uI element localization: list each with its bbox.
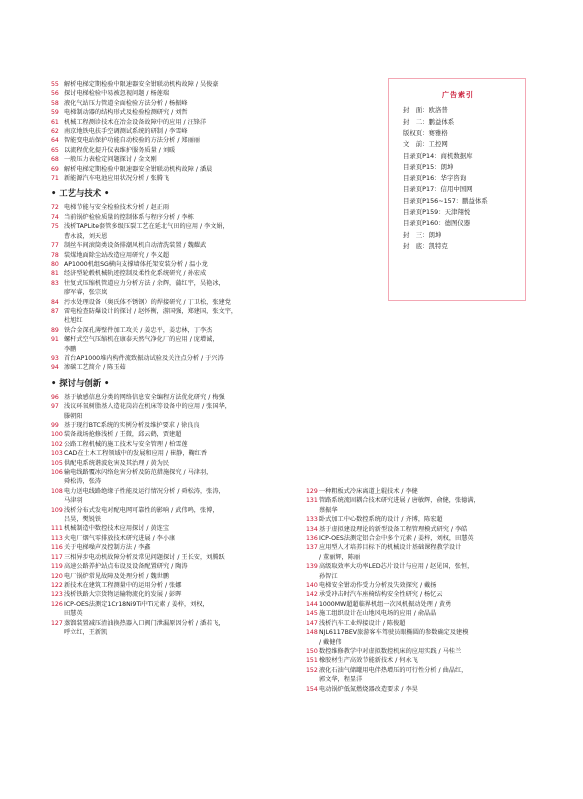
page-number: 150 [306,647,318,655]
page-number: 100 [51,431,63,439]
page-number: 126 [51,600,63,608]
toc-entry[interactable] [306,543,538,562]
entry-title: 首台AP1000堆内构件流致振动试验及关注点分析 / 于兴涛 [64,354,224,362]
entry-title: 浅议环氧树脂基人造花岗岩在机床等设备中的应用 / 张国华， 滕朝阳 [64,403,231,420]
toc-entry[interactable] [306,515,538,524]
entry-title: 数控维修教学中对虚拟数控机床的应用实践 / 马桂兰 [319,647,462,655]
toc-entry[interactable] [51,279,283,298]
ad-index-title: 广告索引 [442,91,474,99]
page-number: 142 [306,591,318,599]
ad-index-item: 封 三：朗坤 [403,230,442,239]
toc-entry[interactable] [51,572,283,581]
page-number: 116 [51,544,63,552]
entry-title: 基于敏感信息分类的网络信息安全编程方法优化研究 / 梅强 [64,393,225,401]
page-number: 103 [51,450,63,458]
toc-entry[interactable] [51,449,283,458]
ad-index-item: 封 底：凯特克 [403,241,448,250]
page-number: 106 [51,469,63,477]
entry-title: 液化气站压力管道全面检验方法分析 / 杨振峰 [64,99,188,107]
toc-entry[interactable] [306,647,538,656]
entry-title: 蒸馏装置减压渣油换热器入口阀门泄漏原因分析 / 潘若飞， 呼立红，王新凯 [64,619,225,636]
toc-entry[interactable] [51,440,283,449]
entry-title: 当前锅炉检验质量的控制体系与程序分析 / 李栋 [64,213,194,221]
toc-entry[interactable] [51,534,283,543]
entry-title: 螺杆式空气压缩机在康泰天然气净化厂的应用 / 庞增诚， 李鹏 [64,336,219,353]
page-number: 119 [51,563,63,571]
toc-entry[interactable] [51,155,283,164]
page-number: 109 [51,506,63,514]
toc-entry[interactable] [306,656,538,665]
toc-entry[interactable] [51,118,283,127]
page-number: 69 [51,165,59,173]
toc-entry[interactable] [51,487,283,506]
toc-entry[interactable] [51,99,283,108]
toc-entry[interactable] [51,203,283,212]
toc-entry[interactable] [306,581,538,590]
toc-entry[interactable] [51,146,283,155]
section-heading-innovation: • 探讨与创新 • [51,377,110,388]
toc-entry[interactable] [306,487,538,496]
entry-title: 液化石油气储罐用电伴热增压的可行性分析 / 曲晶红， 郭文华，程显洋 [319,666,468,684]
entry-title: 基于虚拟建设理论的新型设备工程管理模式研究 / 李皓 [319,525,468,533]
page-number: 80 [51,260,59,268]
entry-title: 雷电检查防爆设计的探讨 / 赵怀衡，游国强，郑建国，张文宇， 杜旭红 [64,307,238,325]
toc-entry[interactable] [51,459,283,468]
page-number: 105 [51,459,63,467]
page-number: 144 [306,600,318,608]
page-number: 59 [51,109,59,117]
toc-entry[interactable] [51,543,283,552]
entry-title: 供配电系统谐波危害及其治理 / 黄为民 [64,459,170,467]
entry-group-b [51,203,283,372]
toc-entry[interactable] [51,468,283,487]
page-number: 154 [306,685,318,693]
toc-entry[interactable] [51,251,283,260]
entry-title: 电动锅炉低氮燃烧器改造要求 / 李昊 [319,685,418,693]
toc-entry[interactable] [51,165,283,174]
toc-entry[interactable] [51,524,283,533]
entry-title: 高速公路养护站点布设及设备配置研究 / 陶涛 [64,563,188,571]
toc-entry[interactable] [51,298,283,307]
toc-entry[interactable] [51,213,283,222]
page-number: 81 [51,270,59,278]
entry-title: 机械制造中数控技术应用探讨 / 黄连宝 [64,525,170,533]
ad-index-item: 目录页P156~157：鹏益体系 [403,196,488,205]
page-number: 68 [51,156,59,164]
toc-entry[interactable] [306,628,538,647]
toc-entry[interactable] [51,393,283,402]
entry-title: 施工组织设计在山地风电场的应用 / 俞晶晶 [319,610,437,618]
page-number: 96 [51,393,59,401]
page-number: 140 [306,582,318,590]
toc-entry[interactable] [51,222,283,241]
entry-title: 高级取效率大功率LED芯片设计与应用 / 赵见国，张恒， 孙智江 [319,563,474,580]
page-number: 122 [51,581,63,589]
page-number: 99 [51,422,59,429]
toc-entry[interactable] [306,685,538,694]
entry-title: 南京地铁电扶手空调测试系统的研制 / 李雪峰 [64,128,188,136]
entry-group-c [51,393,283,638]
toc-entry[interactable] [306,562,538,581]
page-number: 58 [51,99,59,107]
toc-entry[interactable] [51,354,283,363]
page-number: 133 [306,516,318,524]
entry-title: 以流程优化提升仪表维护服务质量 / 刘暖 [64,146,176,154]
toc-entry[interactable] [51,363,283,372]
entry-title: 智能变电站保护功能自动校验的方法分析 / 郑丽丽 [64,137,200,145]
page-number: 131 [306,497,318,505]
entry-title: 制丝车间滚筒类设备排潮风机自动清洗装置 / 魏耀武 [64,242,207,250]
entry-title: 解析电梯定期检验中限速器安全钳联动机构故障 / 潘晨 [64,165,213,173]
entry-title: 输电线路覆冰闪络危害分析及防范措施探究 / 马津羽， 舜松涛，张涛 [64,469,213,486]
page-number: 87 [51,307,59,315]
page-number: 102 [51,440,63,448]
ad-index-item: 目录页P17：信用中国网 [403,185,473,194]
toc-entry[interactable] [306,666,538,685]
entry-title: 电厂锅炉常见故障及处理分析 / 魏世鹏 [64,572,170,580]
page-number: 129 [306,488,318,495]
toc-entry[interactable] [51,108,283,117]
page-number: 111 [51,525,63,533]
page-number: 77 [51,242,59,250]
entry-title: 卧式加工中心数控系统的设计 / 齐博，陈宏超 [319,516,443,524]
entry-title: 应用型人才培养目标下的机械设计基础课程教学设计 / 董丽辉，陈丽 [319,544,462,561]
entry-title: 三相异步电动机故障分析及常见问题探讨 / 王长安，刘腾跃 [64,553,225,561]
toc-entry[interactable] [51,127,283,136]
right-column [306,487,538,694]
toc-entry[interactable] [51,590,283,599]
entry-title: 电梯安全钳动作受力分析及失效探究 / 戴扬 [319,582,437,590]
toc-entry[interactable] [51,562,283,571]
entry-title: ICP-OES法测定1Cr18Ni9Ti中Ti元素 / 姜梓，刘权， 田慧英 [64,600,209,618]
entry-title: 经济型轮毂机械轨迹控制及柔性化系统研究 / 孙宏成 [64,270,207,278]
toc-entry[interactable] [51,421,283,430]
page-number: 123 [51,591,63,599]
entry-title: 1000MW超超临界机组一次风机振动处理 / 黄勇 [319,600,452,608]
toc-entry[interactable] [51,335,283,354]
page-number: 75 [51,223,59,231]
ad-index-item: 目录页P16：华宇咨询 [403,174,467,183]
toc-entry[interactable] [51,506,283,525]
page-number: 147 [306,619,318,627]
toc-entry[interactable] [51,174,283,183]
page-number: 55 [51,81,59,88]
toc-entry[interactable] [51,307,283,326]
left-column [51,80,283,637]
ad-index-box [388,78,526,301]
page-number: 56 [51,90,59,98]
page-number: 72 [51,204,59,212]
entry-title: 探讨电梯检验中易被忽视问题 / 杨莲瑞 [64,90,170,98]
page-number: 61 [51,118,59,126]
ad-index-item: 目录页P159：天津翔悦 [403,208,471,217]
ad-index-item: 封 二：鹏益体系 [403,117,455,126]
ad-index-item: 目录页P15：朗坤 [403,162,454,171]
entry-title: 一种粗板式冷床离道上辊技术 / 李健 [319,488,418,495]
toc-entry[interactable] [306,609,538,618]
entry-title: ICP-OES法测定铝合金中多个元素 / 姜梓，刘权，田慧英 [319,535,474,543]
toc-entry[interactable] [51,89,283,98]
ad-index-item: 版权页：赛雅格 [403,129,448,137]
entry-title: 装备战场抢修浅析 / 王微，邱云鹤，贾建超 [64,431,182,439]
entry-title: 浅析分布式发电对配电网可靠性的影响 / 武伟鸣，张博， 吕昊，樊锐铁 [64,506,219,524]
toc-entry[interactable] [51,553,283,562]
toc-entry[interactable] [306,525,538,534]
page-number: 78 [51,251,59,259]
page-number: 65 [51,146,59,154]
entry-title: 电梯制动器的结构形式及检验检测研究 / 刘哲 [64,109,188,117]
toc-entry[interactable] [51,402,283,421]
page-number: 152 [306,666,318,674]
toc-entry[interactable] [51,260,283,269]
entry-title: 机械工程测诊技术在冶金设备故障中的应用 / 汪锋洋 [64,118,207,126]
entry-title: 电力送电线路绝缘子性能及运行情况分析 / 舜松涛，张涛， 马津羽 [64,487,225,505]
page-number: 84 [51,298,59,306]
toc-entry[interactable] [306,619,538,628]
page-number: 136 [306,535,318,543]
entry-title: 关于电梯噪声及控制方法 / 李鑫 [64,544,151,552]
ad-index-item: 封 面：欧洛普 [403,106,448,115]
ad-index-item: 目录页P14：商机数据库 [403,151,473,160]
toc-entry[interactable] [51,80,283,89]
entry-title: 污水处理设备（奥氏体不锈钢）的焊接研究 / 丁卫松，张建党 [64,298,231,306]
page-number: 134 [306,525,318,533]
page-number: 94 [51,364,59,372]
entry-title: 浅析铁路大宗货物运输物流化的发展 / 彭晖 [64,591,182,599]
toc-entry[interactable] [51,241,283,250]
entry-group-a [51,80,283,183]
page-number: 120 [51,572,63,580]
page-number: 137 [306,544,318,552]
page-number: 127 [51,619,63,627]
entry-title: 承受冲击时汽车座椅结构安全性研究 / 杨忆云 [319,591,443,599]
page-number: 74 [51,213,59,221]
entry-title: 橡胶材生产高效节能新技术 / 何永飞 [319,657,418,665]
page-number: 151 [306,657,318,665]
entry-group-right [306,487,538,694]
page-number: 71 [51,175,59,183]
ad-index-list [403,105,525,252]
toc-entry[interactable] [306,600,538,609]
page-number: 89 [51,326,59,334]
page-number: 113 [51,534,63,542]
page-number: 145 [306,610,318,618]
ad-index-item: 文 前：工控网 [403,140,448,149]
entry-title: 基于现行BTC系统的实例分析及维护要求 / 徐良良 [64,422,200,429]
entry-title: 公路工程机械的施工技术与安全管理 / 柏雪莲 [64,440,188,448]
entry-title: 铁合金深孔薄壁件加工攻关 / 姜忠平，姜忠林，丁李杰 [64,326,213,334]
entry-title: 往复式压缩机管道应力分析方法 / 余辉，蒲红宇，吴艳冰， 廖军睿，张宗岚 [64,279,225,297]
page-number: 139 [306,563,318,571]
entry-title: 解析电梯定期检验中限速器安全钳联动机构故障 / 吴俊豪 [64,81,219,88]
entry-title: 浅析汽车工业焊接设计 / 陈俊超 [319,619,406,627]
entry-title: AP1000机组SG横向支撑墙体托架安装分析 / 温小龙 [64,260,208,268]
ad-index-item: 目录页P160：德图仪器 [403,219,471,228]
page-number: 62 [51,128,59,136]
toc-entry[interactable] [51,619,283,638]
entry-title: 浅析TAPLite套管多级压裂工艺在延北气田的应用 / 李文娟， 曹永波，刘天恩 [64,223,229,240]
toc-entry[interactable] [51,326,283,335]
page-number: 64 [51,137,59,145]
entry-title: 新能源汽车电池应用状况分析 / 张腾飞 [64,175,170,183]
page-number: 97 [51,403,59,411]
entry-title: 新技术在建筑工程测量中的运用分析 / 张娜 [64,581,182,589]
toc-entry[interactable] [51,269,283,278]
entry-title: 电梯节能与安全检验技术分析 / 赵正雨 [64,204,170,212]
page-number: 93 [51,354,59,362]
toc-entry[interactable] [306,496,538,515]
toc-entry[interactable] [51,581,283,590]
page-number: 108 [51,487,63,495]
section-heading-craft: • 工艺与技术 • [51,188,110,199]
page-number: 83 [51,279,59,287]
toc-entry[interactable] [51,600,283,619]
entry-title: CAD在土木工程领域中的发展和应用 / 崔静，鞠红香 [64,450,208,458]
entry-title: 管路系统流固耦合技术研究进展 / 唐敏辉，俞健，张德满， 蔡振华 [319,497,480,514]
entry-title: 一般压力表检定问题探讨 / 金文刚 [64,156,157,164]
page-number: 91 [51,336,59,344]
toc-entry[interactable] [306,534,538,543]
entry-title: 火电厂烟气零排放技术研究进展 / 李小康 [64,534,176,542]
page-number: 148 [306,629,318,637]
entry-title: 渗碳工艺简介 / 陈玉茹 [64,364,126,372]
toc-entry[interactable] [306,590,538,599]
toc-entry[interactable] [51,136,283,145]
entry-title: NJL6117BEV旅游客车驾驶员眼椭圆的参数确定及建模 / 戴健伟 [319,629,469,646]
toc-entry[interactable] [51,430,283,439]
page-number: 117 [51,553,63,561]
entry-title: 装煤地面除尘站改造应用研究 / 李义超 [64,251,170,259]
